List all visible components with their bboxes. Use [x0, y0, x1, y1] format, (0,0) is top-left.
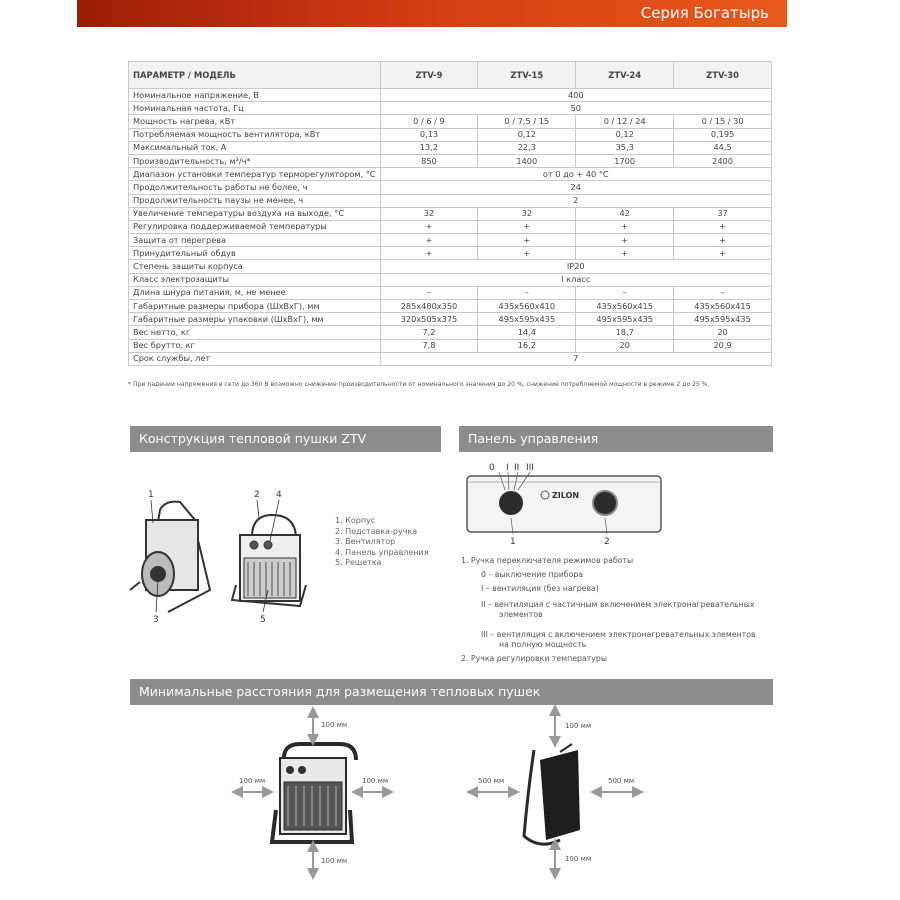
front-left-distance: 100 мм	[239, 777, 266, 785]
model-header: ZTV-15	[478, 62, 576, 89]
side-view-heater	[524, 744, 580, 844]
control-item: 0 – выключение прибора	[481, 570, 584, 579]
param-value: 22,3	[478, 141, 576, 154]
param-value: +	[380, 234, 478, 247]
param-name: Срок службы, лет	[129, 352, 381, 365]
construction-section-title: Конструкция тепловой пушки ZTV	[130, 426, 441, 452]
switch-mark-2: II	[514, 463, 520, 473]
param-value: +	[674, 234, 772, 247]
param-value: –	[478, 286, 576, 299]
param-value: +	[576, 220, 674, 233]
model-header: ZTV-9	[380, 62, 478, 89]
side-top-distance: 100 мм	[565, 722, 592, 730]
heater-large-illustration	[232, 515, 306, 606]
switch-mark-3: III	[526, 463, 534, 473]
param-value: +	[674, 247, 772, 260]
param-name: Регулировка поддерживаемой температуры	[129, 220, 381, 233]
model-header: ZTV-24	[576, 62, 674, 89]
param-value: 0 / 7,5 / 15	[478, 115, 576, 128]
control-item: II – вентиляция с частичным включением электронагревательных	[481, 600, 755, 609]
switch-mark-1: I	[506, 463, 509, 473]
param-name: Степень защиты корпуса	[129, 260, 381, 273]
control-item: элементов	[499, 610, 543, 619]
callout-2: 2	[254, 490, 260, 500]
param-value: 13,2	[380, 141, 478, 154]
param-name: Потребляемая мощность вентилятора, кВт	[129, 128, 381, 141]
param-value-merged: 50	[380, 102, 771, 115]
param-value: 435x560x415	[674, 300, 772, 313]
callout-3: 3	[153, 615, 159, 625]
param-name: Производительность, м³/ч*	[129, 154, 381, 167]
param-value: 850	[380, 154, 478, 167]
legend-item: 5. Решетка	[335, 558, 382, 567]
param-value: 18,7	[576, 326, 674, 339]
param-value: 0 / 15 / 30	[674, 115, 772, 128]
param-value: 1400	[478, 154, 576, 167]
param-name: Продолжительность работы не более, ч	[129, 181, 381, 194]
control-item: III – вентиляция с включением электронагревательных элементов	[481, 630, 756, 639]
param-value: +	[380, 247, 478, 260]
param-name: Габаритные размеры прибора (ШxВxГ), мм	[129, 300, 381, 313]
param-value: 44,5	[674, 141, 772, 154]
param-value: 495x595x435	[576, 313, 674, 326]
param-value: 435x560x410	[478, 300, 576, 313]
param-value: 37	[674, 207, 772, 220]
param-value: 14,4	[478, 326, 576, 339]
param-value: +	[478, 247, 576, 260]
param-value: 20,9	[674, 339, 772, 352]
front-top-distance: 100 мм	[321, 721, 348, 729]
control-item: на полную мощность	[499, 640, 587, 649]
param-name: Увеличение температуры воздуха на выходе, °С	[129, 207, 381, 220]
side-right-distance: 500 мм	[608, 777, 635, 785]
param-name: Диапазон установки температур терморегулятором, °С	[129, 168, 381, 181]
distances-section-title: Минимальные расстояния для размещения тепловых пушек	[130, 679, 773, 705]
spec-footnote: * При падении напряжения в сети до 360 В возможно снижение производительности от номинального значения до 20 %, снижение потребляемой мощности в режиме 2 до 25 %.	[128, 381, 710, 388]
param-value: –	[576, 286, 674, 299]
param-header: ПАРАМЕТР / МОДЕЛЬ	[129, 62, 381, 89]
param-value: 16,2	[478, 339, 576, 352]
param-value: 435x560x415	[576, 300, 674, 313]
front-bottom-distance: 100 мм	[321, 857, 348, 865]
temperature-knob[interactable]	[593, 491, 617, 515]
param-value: +	[478, 220, 576, 233]
model-header: ZTV-30	[674, 62, 772, 89]
param-value: 495x595x435	[674, 313, 772, 326]
param-value-merged: IP20	[380, 260, 771, 273]
legend-item: 4. Панель управления	[335, 547, 429, 557]
param-value: 0,13	[380, 128, 478, 141]
param-value: 0,12	[576, 128, 674, 141]
param-name: Вес брутто, кг	[129, 339, 381, 352]
brand-label: ZILON	[552, 491, 580, 500]
param-value-merged: I класс	[380, 273, 771, 286]
side-bottom-distance: 100 мм	[565, 855, 592, 863]
param-value: 32	[478, 207, 576, 220]
param-name: Принудительный обдув	[129, 247, 381, 260]
control-item: 1. Ручка переключателя режимов работы	[461, 556, 634, 565]
side-left-distance: 500 мм	[478, 777, 505, 785]
param-name: Длина шнура питания, м, не менее	[129, 286, 381, 299]
callout-4: 4	[276, 490, 282, 500]
knob-label-1: 1	[510, 537, 516, 547]
legend-item: 1. Корпус	[335, 516, 376, 525]
param-name: Максимальный ток, А	[129, 141, 381, 154]
param-value-merged: 2	[380, 194, 771, 207]
param-value: –	[380, 286, 478, 299]
param-name: Продолжительность паузы не менее, ч	[129, 194, 381, 207]
param-value-merged: 400	[380, 89, 771, 102]
param-value-merged: от 0 до + 40 °С	[380, 168, 771, 181]
param-name: Номинальное напряжение, В	[129, 89, 381, 102]
param-value: 7,8	[380, 339, 478, 352]
param-name: Вес нетто, кг	[129, 326, 381, 339]
param-name: Номинальная частота, Гц	[129, 102, 381, 115]
heater-small-illustration	[130, 502, 210, 612]
param-value: 2400	[674, 154, 772, 167]
legend-item: 3. Вентилятор	[335, 537, 396, 546]
front-right-distance: 100 мм	[362, 777, 389, 785]
param-value: +	[380, 220, 478, 233]
param-value: 495x595x435	[478, 313, 576, 326]
control-panel-section-title: Панель управления	[459, 426, 773, 452]
callout-1: 1	[148, 490, 154, 500]
param-value: 0,195	[674, 128, 772, 141]
param-name: Габаритные размеры упаковки (ШxВxГ), мм	[129, 313, 381, 326]
param-value: +	[576, 247, 674, 260]
param-name: Защита от перегрева	[129, 234, 381, 247]
param-name: Мощность нагрева, кВт	[129, 115, 381, 128]
param-value: 20	[674, 326, 772, 339]
switch-mark-0: 0	[489, 463, 495, 473]
control-panel-drawing	[467, 472, 661, 534]
callout-5: 5	[260, 615, 266, 625]
param-value-merged: 24	[380, 181, 771, 194]
param-value: +	[576, 234, 674, 247]
param-value: 0,12	[478, 128, 576, 141]
param-value: +	[478, 234, 576, 247]
param-value: 1700	[576, 154, 674, 167]
knob-label-2: 2	[604, 537, 610, 547]
param-value: 32	[380, 207, 478, 220]
param-name: Класс электрозащиты	[129, 273, 381, 286]
param-value: +	[674, 220, 772, 233]
param-value: 320x505x375	[380, 313, 478, 326]
param-value: 42	[576, 207, 674, 220]
param-value: 0 / 12 / 24	[576, 115, 674, 128]
param-value: 35,3	[576, 141, 674, 154]
param-value: 20	[576, 339, 674, 352]
mode-knob[interactable]	[499, 491, 523, 515]
series-title: Серия Богатырь	[640, 4, 769, 22]
param-value: 285x480x350	[380, 300, 478, 313]
control-item: I – вентиляция (без нагрева)	[481, 584, 599, 593]
param-value: 7,2	[380, 326, 478, 339]
front-view-heater	[272, 744, 356, 842]
param-value: –	[674, 286, 772, 299]
param-value-merged: 7	[380, 352, 771, 365]
legend-item: 2. Подставка-ручка	[335, 526, 418, 536]
param-value: 0 / 6 / 9	[380, 115, 478, 128]
control-item: 2. Ручка регулировки температуры	[461, 654, 607, 663]
